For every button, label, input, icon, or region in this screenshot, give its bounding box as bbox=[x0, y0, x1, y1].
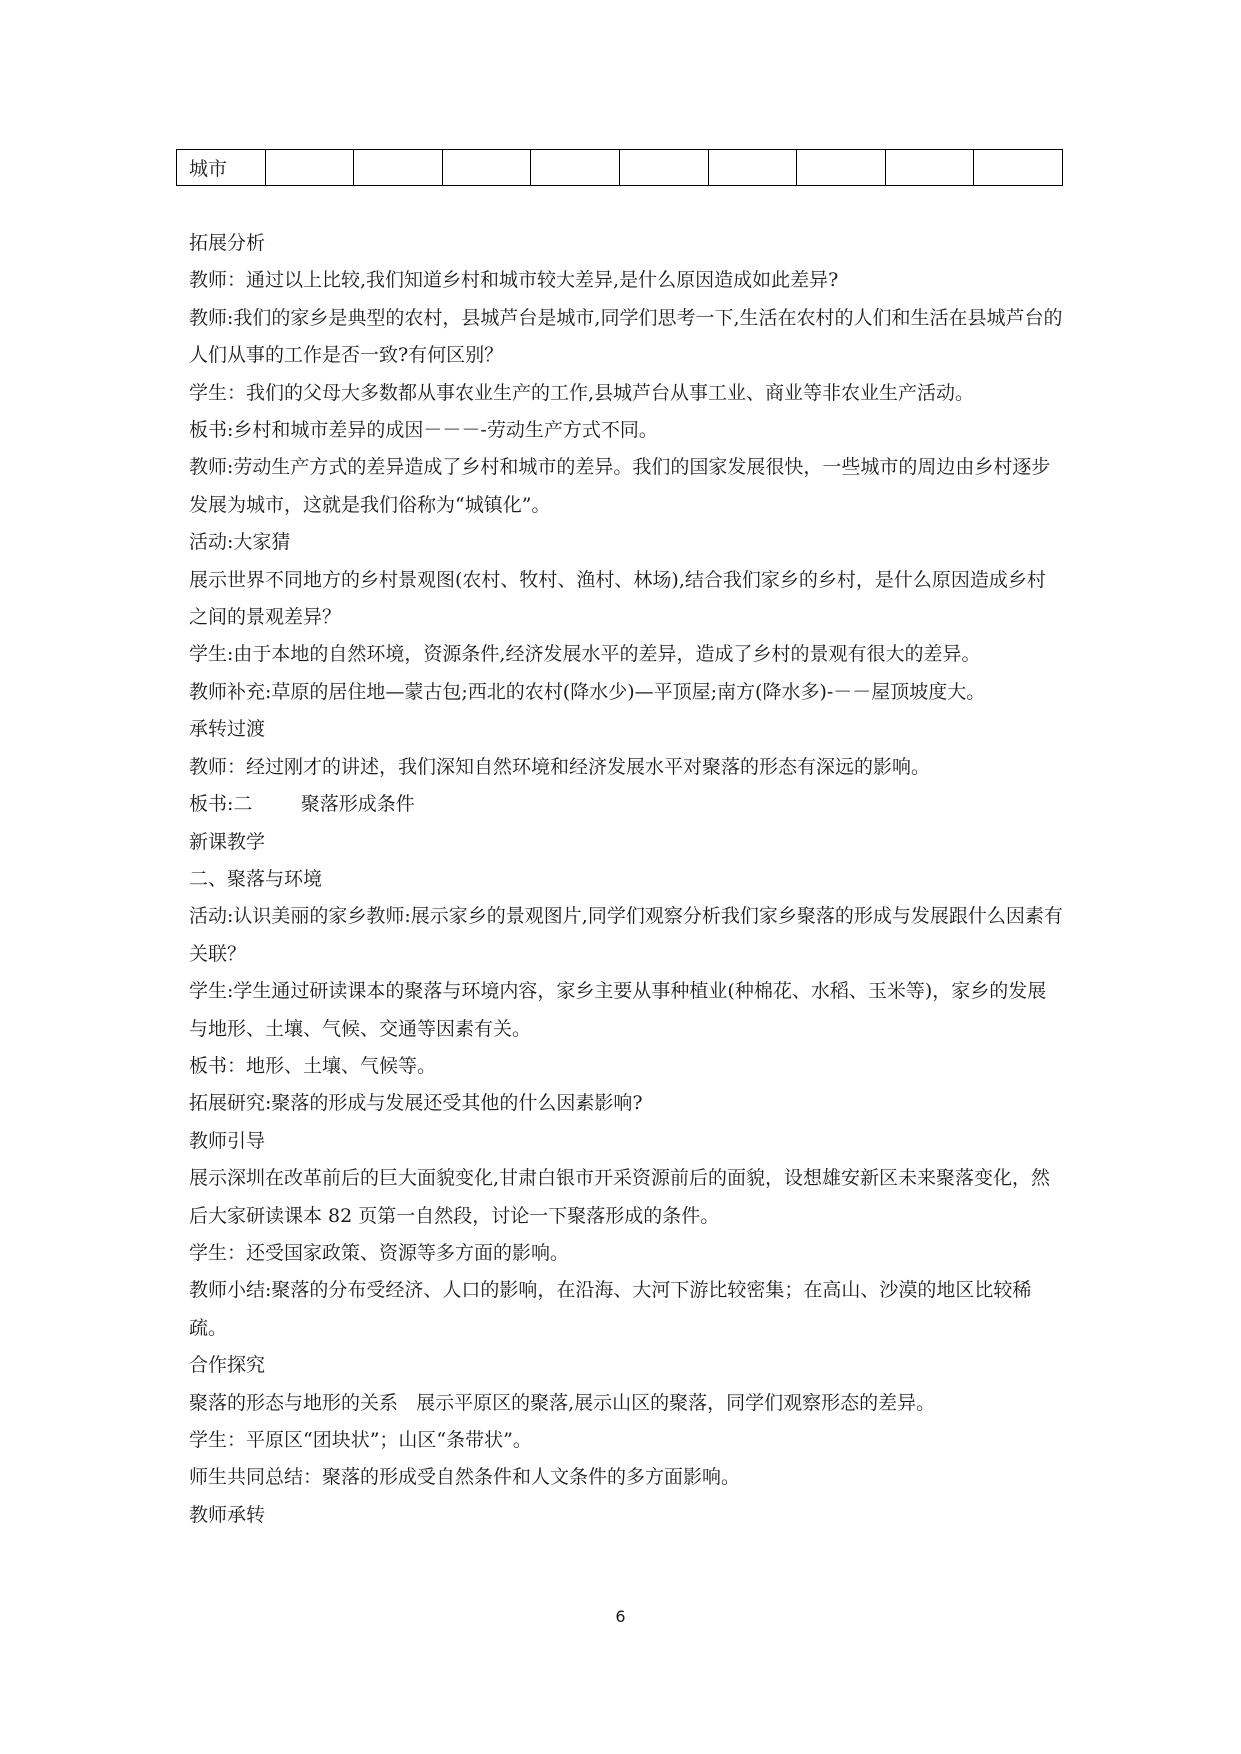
teacher-hometown-paragraph: 教师:我们的家乡是典型的农村，县城芦台是城市,同学们思考一下,生活在农村的人们和生活在县城芦台的人们从事的工作是否一致?有何区别？ bbox=[189, 306, 1063, 367]
show-landscape-paragraph: 展示世界不同地方的乡村景观图(农村、牧村、渔村、林场),结合我们家乡的乡村，是什么原因造成乡村之间的景观差异？ bbox=[189, 568, 1046, 629]
table-cell bbox=[442, 150, 531, 186]
extended-research-paragraph: 拓展研究:聚落的形成与发展还受其他的什么因素影响? bbox=[189, 1092, 643, 1115]
student-policy-paragraph: 学生：还受国家政策、资源等多方面的影响。 bbox=[189, 1241, 570, 1264]
comparison-table bbox=[176, 149, 1063, 186]
student-answer-paragraph: 学生：我们的父母大多数都从事农业生产的工作,县城芦台从事工业、商业等非农业生产活动。 bbox=[189, 381, 975, 404]
cooperative-inquiry-heading: 合作探究 bbox=[189, 1354, 266, 1377]
student-study-paragraph: 学生:学生通过研读课本的聚落与环境内容，家乡主要从事种植业(种棉花、水稻、玉米等)，家乡的发展与地形、土壤、气候、交通等因素有关。 bbox=[189, 980, 1047, 1040]
teacher-urbanization-paragraph: 教师:劳动生产方式的差异造成了乡村和城市的差异。我们的国家发展很快，一些城市的周边由乡村逐步发展为城市，这就是我们俗称为“城镇化”。 bbox=[189, 456, 1051, 516]
teacher-guide-heading: 教师引导 bbox=[189, 1129, 266, 1152]
table-cell bbox=[619, 150, 708, 186]
table-cell bbox=[265, 150, 354, 186]
table-cell bbox=[354, 150, 443, 186]
teacher-summary-paragraph: 教师小结:聚落的分布受经济、人口的影响，在沿海、大河下游比较密集；在高山、沙漠的地区比较稀疏。 bbox=[189, 1279, 1032, 1339]
section-two-heading: 二、聚落与环境 bbox=[189, 867, 323, 890]
show-shenzhen-paragraph: 展示深圳在改革前后的巨大面貌变化,甘肃白银市开采资源前后的面貌，设想雄安新区未来聚落变化，然后大家研读课本 82 页第一自然段，讨论一下聚落形成的条件。 bbox=[189, 1167, 1051, 1227]
activity-heading: 活动:大家猜 bbox=[189, 531, 291, 554]
table-cell bbox=[531, 150, 620, 186]
teacher-supplement-paragraph: 教师补充:草原的居住地—蒙古包;西北的农村(降水少)—平顶屋;南方(降水多)-－－屋顶坡度大。 bbox=[189, 680, 986, 703]
teacher-question-paragraph: 教师：通过以上比较,我们知道乡村和城市较大差异,是什么原因造成如此差异? bbox=[189, 269, 839, 292]
board-note-conditions: 板书:二 聚落形成条件 bbox=[189, 793, 415, 816]
table-row-city bbox=[177, 150, 1063, 186]
page-number: 6 bbox=[615, 1607, 626, 1626]
table-row-label: 城市 bbox=[177, 150, 266, 186]
teacher-transition-paragraph: 教师：经过刚才的讲述，我们深知自然环境和经济发展水平对聚落的形态有深远的影响。 bbox=[189, 755, 931, 778]
activity-hometown-paragraph: 活动:认识美丽的家乡教师:展示家乡的景观图片,同学们观察分析我们家乡聚落的形成与发展跟什么因素有关联？ bbox=[189, 905, 1063, 965]
new-lesson-heading: 新课教学 bbox=[189, 830, 266, 853]
comparison-table-grid bbox=[176, 149, 1063, 186]
table-cell bbox=[708, 150, 797, 186]
table-cell bbox=[885, 150, 974, 186]
lesson-body bbox=[189, 225, 1064, 1534]
table-cell bbox=[974, 150, 1063, 186]
table-cell bbox=[797, 150, 886, 186]
settlement-form-paragraph: 聚落的形态与地形的关系 展示平原区的聚落,展示山区的聚落，同学们观察形态的差异。 bbox=[189, 1391, 936, 1414]
board-note-factors: 板书：地形、土壤、气候等。 bbox=[189, 1054, 437, 1077]
transition-heading: 承转过渡 bbox=[189, 718, 266, 741]
board-note-paragraph: 板书:乡村和城市差异的成因－－－-劳动生产方式不同。 bbox=[189, 419, 658, 442]
joint-summary-paragraph: 师生共同总结：聚落的形成受自然条件和人文条件的多方面影响。 bbox=[189, 1466, 741, 1489]
heading-extended-analysis: 拓展分析 bbox=[189, 232, 266, 254]
student-form-paragraph: 学生：平原区“团块状”；山区“条带状”。 bbox=[189, 1429, 532, 1451]
teacher-transition-heading: 教师承转 bbox=[189, 1503, 266, 1526]
student-landscape-paragraph: 学生:由于本地的自然环境，资源条件,经济发展水平的差异，造成了乡村的景观有很大的差异。 bbox=[189, 643, 981, 666]
